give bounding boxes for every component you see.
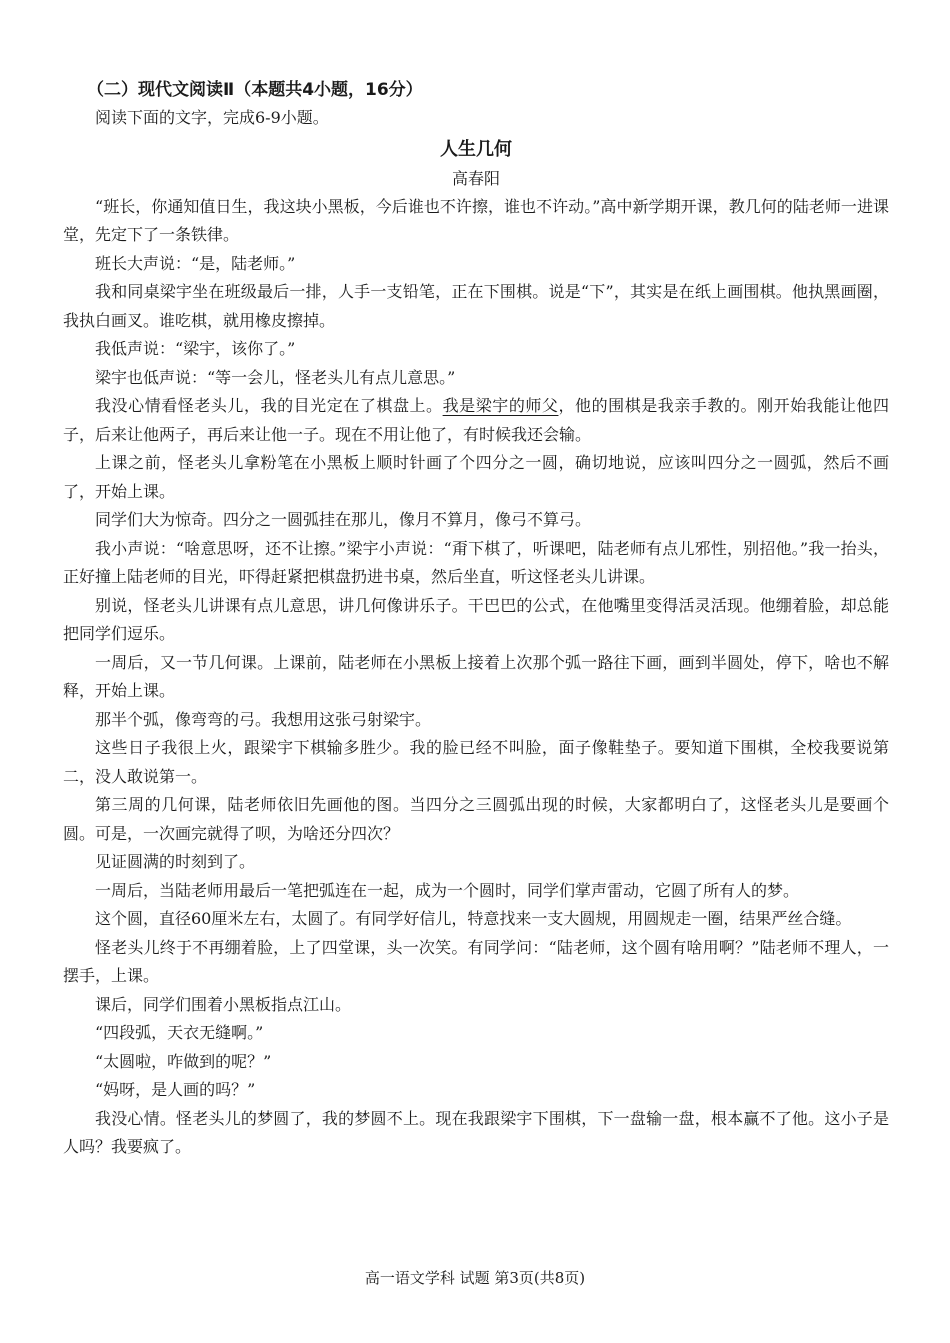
paragraph: 一周后，当陆老师用最后一笔把弧连在一起，成为一个圆时，同学们掌声雷动，它圆了所有人的梦。 [95,880,800,900]
paragraph: 课后，同学们围着小黑板指点江山。 [95,994,352,1014]
paragraph-text: ，他的围棋是我亲手教的。刚开始我能让他四子，后来让他两子，再后来让他一子。现在不用让他了，有时候我还会输。 [63,396,889,444]
paragraph: 我低声说：“梁宇，该你了。” [95,339,296,358]
paragraph: 那半个弧，像弯弯的弓。我想用这张弓射梁宇。 [95,709,432,729]
story-body [63,193,889,1162]
story-author: 高春阳 [451,168,500,188]
reading-instruction: 阅读下面的文字，完成6-9小题。 [95,108,329,127]
paragraph: 一周后，又一节几何课。上课前，陆老师在小黑板上接着上次那个弧一路往下画，画到半圆处，停下，啥也不解释，开始上课。 [63,652,889,700]
paragraph: 同学们大为惊奇。四分之一圆弧挂在那儿，像月不算月，像弓不算弓。 [95,510,592,529]
paragraph: “妈呀，是人画的吗？” [95,1080,256,1099]
paragraph: 第三周的几何课，陆老师依旧先画他的图。当四分之三圆弧出现的时候，大家都明白了，这怪老头儿是要画个圆。可是，一次画完就得了呗，为啥还分四次？ [63,795,889,843]
paragraph: 梁宇也低声说：“等一会儿，怪老头儿有点儿意思。” [95,367,456,387]
paragraph: 见证圆满的时刻到了。 [95,852,256,871]
paragraph: 别说，怪老头儿讲课有点儿意思，讲几何像讲乐子。干巴巴的公式，在他嘴里变得活灵活现。他绷着脸，却总能把同学们逗乐。 [63,595,889,643]
paragraph: “太圆啦，咋做到的呢？” [95,1051,272,1071]
underlined-sentence: 我是梁宇的师父 [442,396,559,415]
paragraph: 班长大声说：“是，陆老师。” [95,253,296,273]
page-footer: 高一语文学科 试题 第3页(共8页) [364,1269,586,1287]
paragraph: 上课之前，怪老头儿拿粉笔在小黑板上顺时针画了个四分之一圆，确切地说，应该叫四分之一圆弧，然后不画了，开始上课。 [63,453,889,501]
paragraph-text: 我没心情看怪老头儿，我的目光定在了棋盘上。 [95,396,443,415]
paragraph: 怪老头儿终于不再绷着脸，上了四堂课，头一次笑。有同学问：“陆老师，这个圆有啥用啊？”陆老师不理人，一摆手，上课。 [63,937,889,985]
paragraph: 我和同桌梁宇坐在班级最后一排，人手一支铅笔，正在下围棋。说是“下”，其实是在纸上画围棋。他执黑画圈，我执白画叉。谁吃棋，就用橡皮擦掉。 [63,282,889,330]
paragraph-with-underline [63,392,889,449]
paragraph: “班长，你通知值日生，我这块小黑板，今后谁也不许擦，谁也不许动。”高中新学期开课，教几何的陆老师一进课堂，先定下了一条铁律。 [63,196,889,244]
story-title: 人生几何 [440,138,512,160]
exam-page [63,76,889,1162]
paragraph: 我小声说：“啥意思呀，还不让擦。”梁宇小声说：“甭下棋了，听课吧，陆老师有点儿邪性，别招他。”我一抬头，正好撞上陆老师的目光，吓得赶紧把棋盘扔进书桌，然后坐直，听这怪老头儿讲课。 [63,538,889,586]
paragraph: 这个圆，直径60厘米左右，太圆了。有同学好信儿，特意找来一支大圆规，用圆规走一圈，结果严丝合缝。 [95,909,852,928]
paragraph: 这些日子我很上火，跟梁宇下棋输多胜少。我的脸已经不叫脸，面子像鞋垫子。要知道下围棋，全校我要说第二，没人敢说第一。 [63,738,889,786]
section-title: （二）现代文阅读Ⅱ（本题共4小题，16分） [87,80,423,100]
paragraph: “四段弧，天衣无缝啊。” [95,1023,264,1042]
paragraph: 我没心情。怪老头儿的梦圆了，我的梦圆不上。现在我跟梁宇下围棋，下一盘输一盘，根本赢不了他。这小子是人吗？我要疯了。 [63,1108,889,1156]
